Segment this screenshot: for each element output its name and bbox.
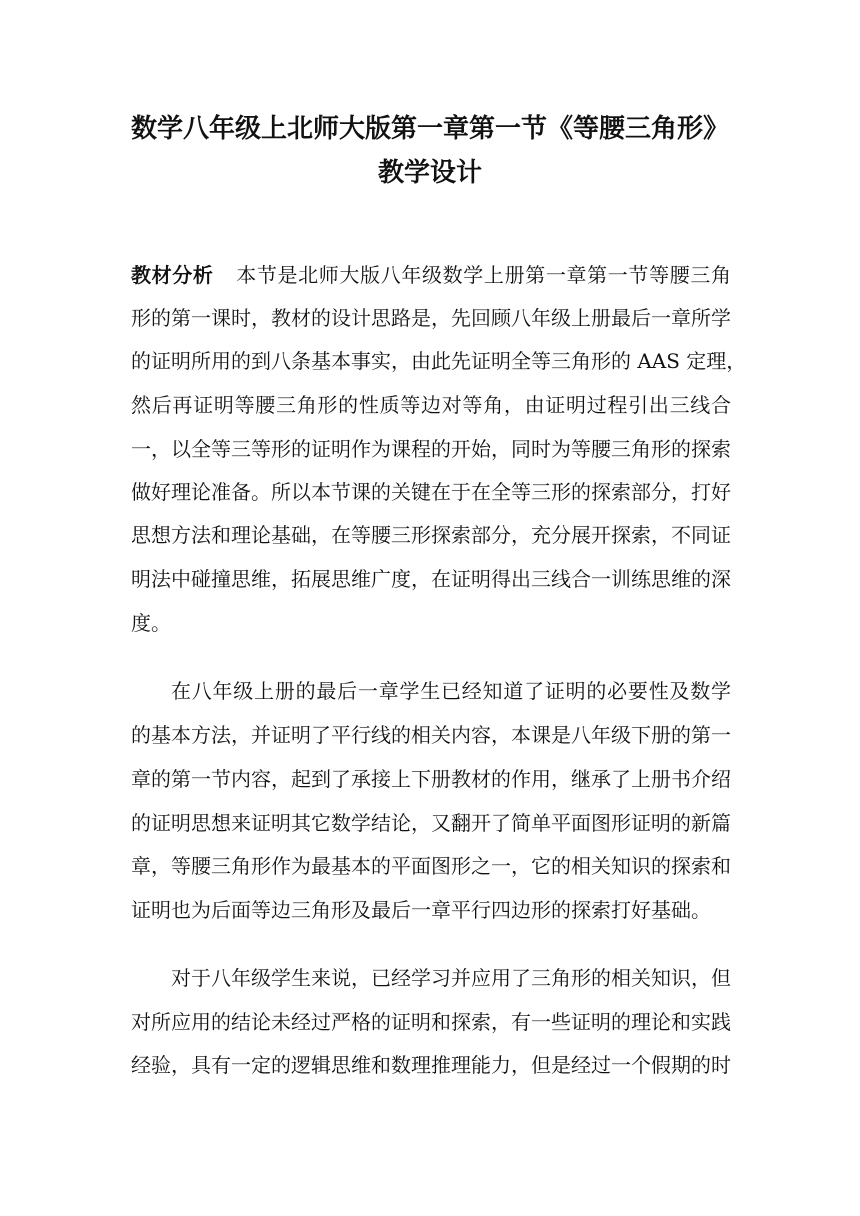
- paragraph-1-line-9: 度。: [131, 611, 171, 635]
- document-title-line-1: 数学八年级上北师大版第一章第一节《等腰三角形》: [130, 114, 729, 144]
- paragraph-1-line-3: 的证明所用的到八条基本事实，由此先证明全等三角形的 AAS 定理，: [131, 349, 747, 373]
- paragraph-3-line-2: 对所应用的结论未经过严格的证明和探索，有一些证明的理论和实践: [131, 1010, 731, 1034]
- paragraph-1-line-1: [131, 262, 731, 288]
- paragraph-1-line-7: 思想方法和理论基础，在等腰三形探索部分，充分展开探索，不同证: [131, 523, 731, 547]
- paragraph-1-line-2: 形的第一课时，教材的设计思路是，先回顾八年级上册最后一章所学: [131, 306, 731, 330]
- paragraph-1-line-text: 本节是北师大版八年级数学上册第一章第一节等腰三角: [235, 263, 732, 287]
- paragraph-2-line-6: 证明也为后面等边三角形及最后一章平行四边形的探索打好基础。: [131, 898, 711, 922]
- paragraph-1-line-4: 然后再证明等腰三角形的性质等边对等角，由证明过程引出三线合: [131, 393, 731, 417]
- paragraph-2-line-4: 的证明思想来证明其它数学结论，又翻开了简单平面图形证明的新篇: [131, 811, 731, 835]
- paragraph-3-line-3: 经验，具有一定的逻辑思维和数理推理能力，但是经过一个假期的时: [131, 1053, 731, 1077]
- section-label: 教材分析: [131, 263, 214, 287]
- paragraph-2-line-1: 在八年级上册的最后一章学生已经知道了证明的必要性及数学: [171, 679, 731, 703]
- paragraph-1-line-6: 做好理论准备。所以本节课的关键在于在全等三形的探索部分，打好: [131, 480, 731, 504]
- paragraph-2-line-3: 章的第一节内容，起到了承接上下册教材的作用，继承了上册书介绍: [131, 767, 731, 791]
- document-title-line-2: 教学设计: [377, 158, 482, 188]
- paragraph-3-line-1: 对于八年级学生来说，已经学习并应用了三角形的相关知识，但: [171, 966, 731, 990]
- paragraph-1-line-8: 明法中碰撞思维，拓展思维广度，在证明得出三线合一训练思维的深: [131, 567, 731, 591]
- paragraph-2-line-2: 的基本方法，并证明了平行线的相关内容，本课是八年级下册的第一: [131, 723, 731, 747]
- paragraph-2-line-5: 章，等腰三角形作为最基本的平面图形之一，它的相关知识的探索和: [131, 854, 731, 878]
- paragraph-1-line-5: 一，以全等三等形的证明作为课程的开始，同时为等腰三角形的探索: [131, 437, 731, 461]
